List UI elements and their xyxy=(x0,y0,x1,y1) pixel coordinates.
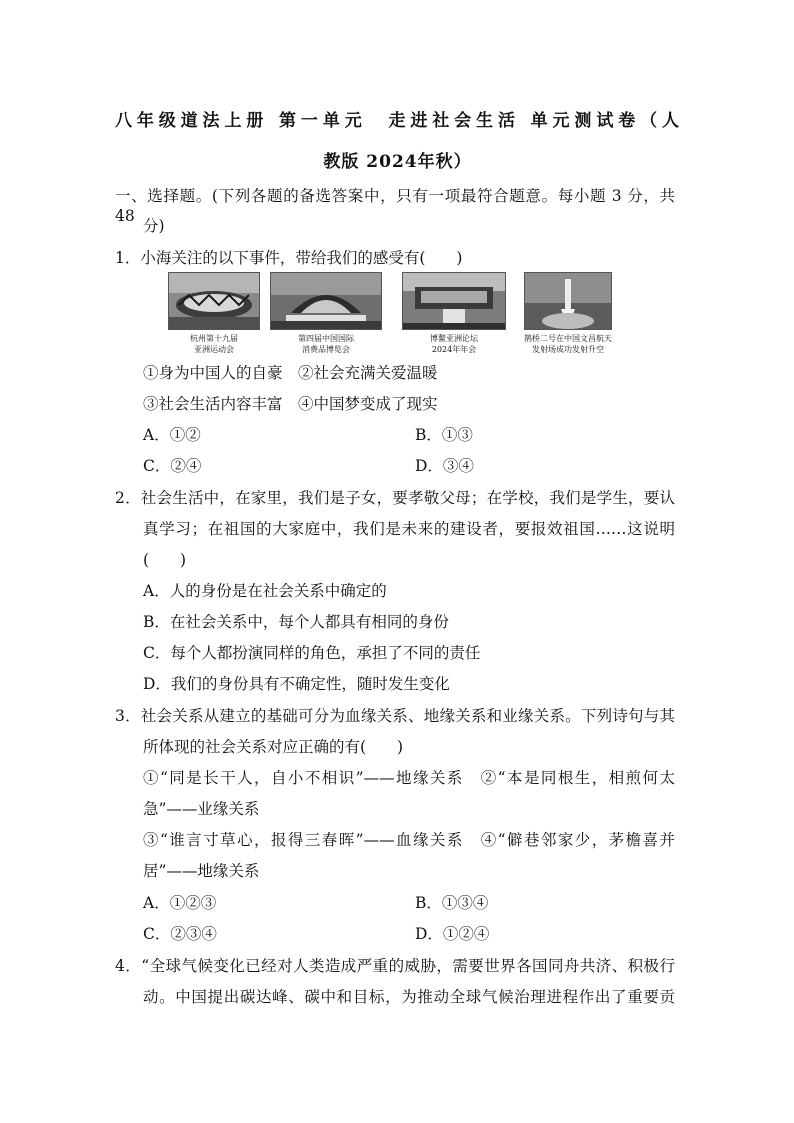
forum-venue-image xyxy=(402,272,506,330)
q2-option-a: A．人的身份是在社会关系中确定的 xyxy=(143,582,387,600)
q3-item-line-3: ③“谁言寸草心，报得三春晖”——血缘关系 ④“僻巷邻家少，茅檐喜并 xyxy=(143,831,675,849)
q2-option-b: B．在社会关系中，每个人都具有相同的身份 xyxy=(143,613,449,631)
q2-stem-line-2: 真学习；在祖国的大家庭中，我们是未来的建设者，要报效祖国……这说明 xyxy=(143,520,675,538)
q1-figure-strip xyxy=(168,272,618,362)
q3-option-b: B．①③④ xyxy=(415,894,489,912)
q1-figure-4-caption: 鹊桥二号在中国文昌航天 发射场成功发射升空 xyxy=(524,334,612,354)
q2-answer-blank: ( ) xyxy=(143,551,187,569)
section-heading: 一、选择题。(下列各题的备选答案中，只有一项最符合题意。每小题 3 分，共 48 xyxy=(115,187,675,225)
q1-figure-1-caption: 杭州第十九届 亚洲运动会 xyxy=(190,334,238,354)
q1-figure-2-caption: 第四届中国国际 消费品博览会 xyxy=(298,334,354,354)
q3-item-line-2: 急”——业缘关系 xyxy=(143,800,260,818)
q1-option-c: C．②④ xyxy=(143,457,202,475)
q1-items-line-2: ③社会生活内容丰富 ④中国梦变成了现实 xyxy=(143,395,438,413)
q3-option-d: D．①②④ xyxy=(415,925,490,943)
q2-option-d: D．我们的身份具有不确定性，随时发生变化 xyxy=(143,675,450,693)
exam-title-line-1: 八年级道法上册 第一单元 走进社会生活 单元测试卷（人 xyxy=(115,111,680,131)
q1-figure-2 xyxy=(270,272,382,355)
q1-stem: 1．小海关注的以下事件，带给我们的感受有( ) xyxy=(115,249,463,267)
q3-stem-line-1: 3．社会关系从建立的基础可分为血缘关系、地缘关系和业缘关系。下列诗句与其 xyxy=(115,707,675,725)
q1-figure-3-caption: 博鳌亚洲论坛 2024年年会 xyxy=(430,334,478,354)
q3-option-a: A．①②③ xyxy=(143,894,217,912)
q1-option-a: A．①② xyxy=(143,426,201,444)
q3-stem-line-2: 所体现的社会关系对应正确的有( ) xyxy=(143,738,404,756)
expo-hall-image xyxy=(270,272,382,330)
q4-stem-line-1: 4．“全球气候变化已经对人类造成严重的威胁，需要世界各国同舟共济、积极行 xyxy=(115,957,675,975)
stadium-image xyxy=(168,272,260,330)
q3-item-line-4: 居”——地缘关系 xyxy=(143,862,260,880)
q3-option-c: C．②③④ xyxy=(143,925,217,943)
q1-figure-4 xyxy=(514,272,622,355)
q3-item-line-1: ①“同是长干人，自小不相识”——地缘关系 ②“本是同根生，相煎何太 xyxy=(143,769,675,787)
q1-option-b: B．①③ xyxy=(415,426,473,444)
q1-option-d: D．③④ xyxy=(415,457,474,475)
rocket-launch-image xyxy=(524,272,612,330)
q1-figure-1 xyxy=(168,272,260,355)
q2-stem-line-1: 2．社会生活中，在家里，我们是子女，要孝敬父母；在学校，我们是学生，要认 xyxy=(115,489,675,507)
q4-stem-line-2: 动。中国提出碳达峰、碳中和目标，为推动全球气候治理进程作出了重要贡 xyxy=(143,988,675,1006)
q1-figure-3 xyxy=(402,272,506,355)
q1-items-line-1: ①身为中国人的自豪 ②社会充满关爱温暖 xyxy=(143,364,438,382)
q2-option-c: C．每个人都扮演同样的角色，承担了不同的责任 xyxy=(143,644,481,662)
section-heading-cont: 分) xyxy=(143,217,165,235)
exam-title-line-2: 教版 2024年秋） xyxy=(323,152,472,172)
